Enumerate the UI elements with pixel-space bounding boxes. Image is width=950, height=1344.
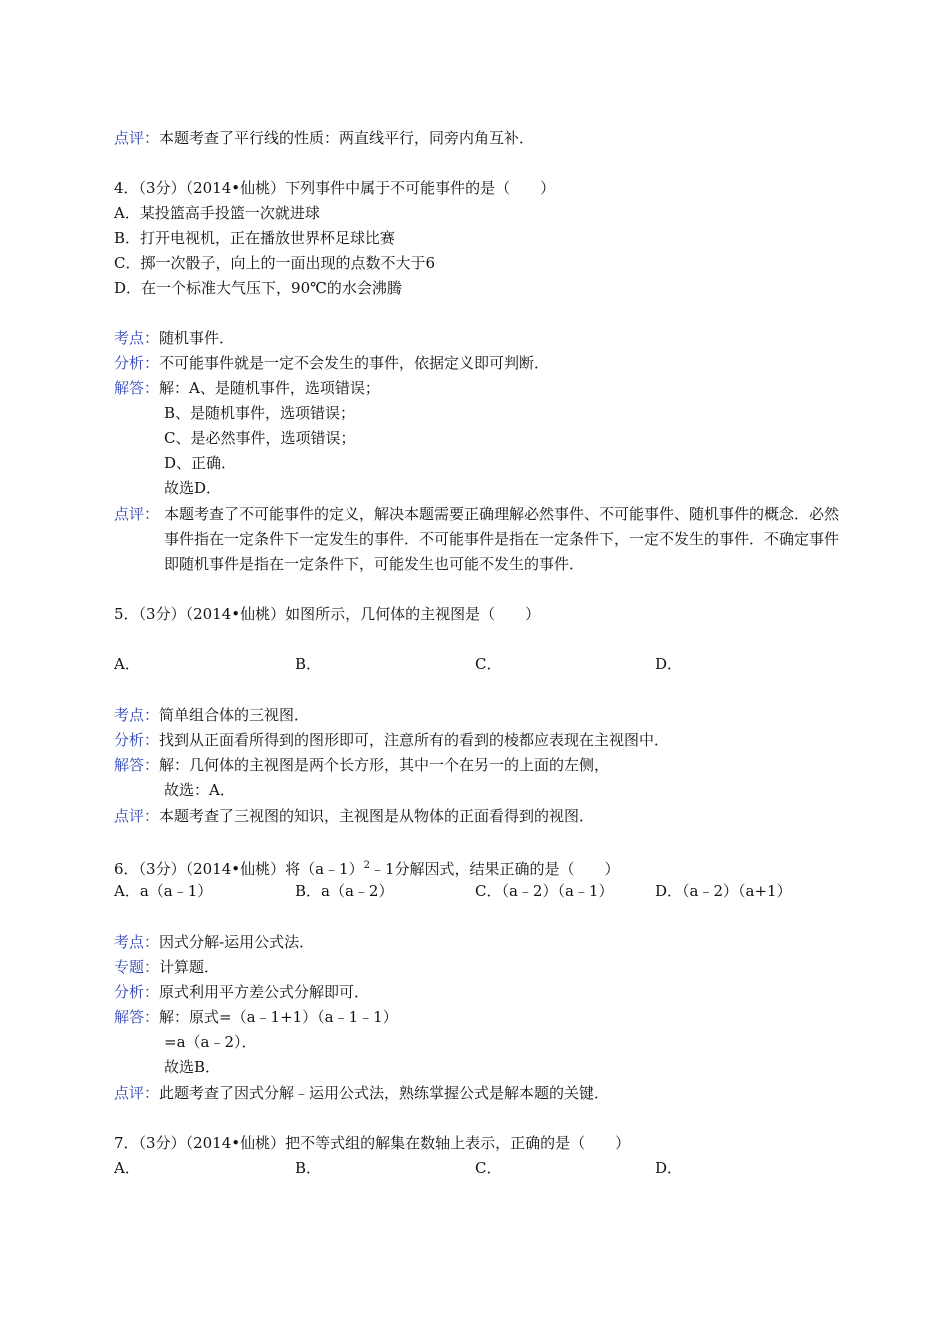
q6-jieda-line: 故选B．: [164, 1058, 221, 1076]
dianping-text: 本题考查了三视图的知识，主视图是从物体的正面看得到的视图．: [159, 807, 595, 825]
q4-dianping-label: [114, 504, 159, 524]
fenxi-text: 找到从正面看所得到的图形即可，注意所有的看到的棱都应表现在主视图中．: [159, 731, 670, 749]
q4-option-d: D．在一个标准大气压下，90℃的水会沸腾: [114, 279, 402, 297]
jieda-text: 解：A、是随机事件，选项错误；: [159, 379, 380, 397]
dianping-text: 此题考查了因式分解﹣运用公式法，熟练掌握公式是解本题的关键．: [159, 1084, 610, 1102]
q5-dianping: [114, 806, 594, 826]
q4-jieda-line: 故选D．: [164, 479, 222, 497]
q4-jieda-line: C、是必然事件，选项错误；: [164, 429, 356, 447]
q7-option-c: C．: [475, 1159, 502, 1177]
dianping-label: 点评：: [114, 505, 160, 523]
q4-jieda-line: B、是随机事件，选项错误；: [164, 404, 356, 422]
comment-label: 点评：: [114, 129, 160, 147]
q5-option-d: D．: [655, 655, 683, 673]
q3-comment: [114, 128, 534, 148]
fenxi-label: 分析：: [114, 731, 160, 749]
q5-stem: 5．（3分）（2014•仙桃）如图所示，几何体的主视图是（ ）: [114, 605, 541, 623]
q5-option-c: C．: [475, 655, 502, 673]
q4-option-c: C．掷一次骰子，向上的一面出现的点数不大于6: [114, 254, 436, 272]
dianping-label: 点评：: [114, 807, 160, 825]
q4-stem: 4．（3分）（2014•仙桃）下列事件中属于不可能事件的是（ ）: [114, 179, 556, 197]
q4-kaodian: [114, 328, 234, 348]
q4-dianping-text: 本题考查了不可能事件的定义，解决本题需要正确理解必然事件、不可能事件、随机事件的概念．必然事件指在一定条件下一定发生的事件．不可能事件是指在一定条件下，一定不发生的事件．不确定事件即随机事件是指在一定条件下，可能发生也可能不发生的事件．: [164, 505, 840, 573]
kaodian-label: 考点：: [114, 933, 160, 951]
jieda-text: 解：原式=（a﹣1+1）（a﹣1﹣1）: [159, 1008, 398, 1026]
q6-dianping: [114, 1083, 609, 1103]
q4-fenxi: [114, 353, 549, 373]
q5-option-b: B．: [295, 655, 322, 673]
fenxi-text: 原式利用平方差公式分解即可．: [159, 983, 370, 1001]
q4-jieda: [114, 378, 380, 398]
jieda-label: 解答：: [114, 1008, 160, 1026]
q6-option-d: D．（a﹣2）（a+1）: [655, 882, 792, 900]
q6-jieda: [114, 1007, 398, 1027]
q4-option-a: A．某投篮高手投篮一次就进球: [114, 204, 320, 222]
kaodian-text: 随机事件．: [159, 329, 235, 347]
q5-jieda: [114, 755, 609, 775]
kaodian-text: 简单组合体的三视图．: [159, 706, 310, 724]
q6-option-a: A．a（a﹣1）: [114, 882, 213, 900]
zhuanti-label: 专题：: [114, 958, 160, 976]
q6-fenxi: [114, 982, 369, 1002]
stem-part-b: ﹣1分解因式，结果正确的是（ ）: [369, 860, 620, 878]
q5-kaodian: [114, 705, 309, 725]
exponent: 2: [363, 860, 370, 871]
q4-jieda-line: D、正确．: [164, 454, 237, 472]
q6-jieda-line: =a（a﹣2）．: [164, 1033, 257, 1051]
fenxi-label: 分析：: [114, 354, 160, 372]
q7-stem: 7．（3分）（2014•仙桃）把不等式组的解集在数轴上表示，正确的是（ ）: [114, 1134, 631, 1152]
q7-option-d: D．: [655, 1159, 683, 1177]
q6-option-c: C．（a﹣2）（a﹣1）: [475, 882, 614, 900]
q5-fenxi: [114, 730, 669, 750]
q6-option-b: B．a（a﹣2）: [295, 882, 394, 900]
kaodian-label: 考点：: [114, 329, 160, 347]
q6-kaodian: [114, 932, 314, 952]
jieda-text: 解：几何体的主视图是两个长方形，其中一个在另一的上面的左侧，: [159, 756, 610, 774]
stem-part-a: 6．（3分）（2014•仙桃）将（a﹣1）: [114, 860, 364, 878]
q6-stem: [114, 856, 620, 879]
jieda-label: 解答：: [114, 379, 160, 397]
dianping-label: 点评：: [114, 1084, 160, 1102]
q4-option-b: B．打开电视机，正在播放世界杯足球比赛: [114, 229, 396, 247]
q6-zhuanti: [114, 957, 219, 977]
kaodian-text: 因式分解-运用公式法．: [159, 933, 315, 951]
fenxi-text: 不可能事件就是一定不会发生的事件，依据定义即可判断．: [159, 354, 550, 372]
zhuanti-text: 计算题．: [159, 958, 220, 976]
q7-option-b: B．: [295, 1159, 322, 1177]
comment-text: 本题考查了平行线的性质：两直线平行，同旁内角互补．: [159, 129, 535, 147]
jieda-label: 解答：: [114, 756, 160, 774]
kaodian-label: 考点：: [114, 706, 160, 724]
q7-option-a: A．: [114, 1159, 140, 1177]
q5-option-a: A．: [114, 655, 140, 673]
q5-jieda-line: 故选：A．: [164, 781, 235, 799]
fenxi-label: 分析：: [114, 983, 160, 1001]
